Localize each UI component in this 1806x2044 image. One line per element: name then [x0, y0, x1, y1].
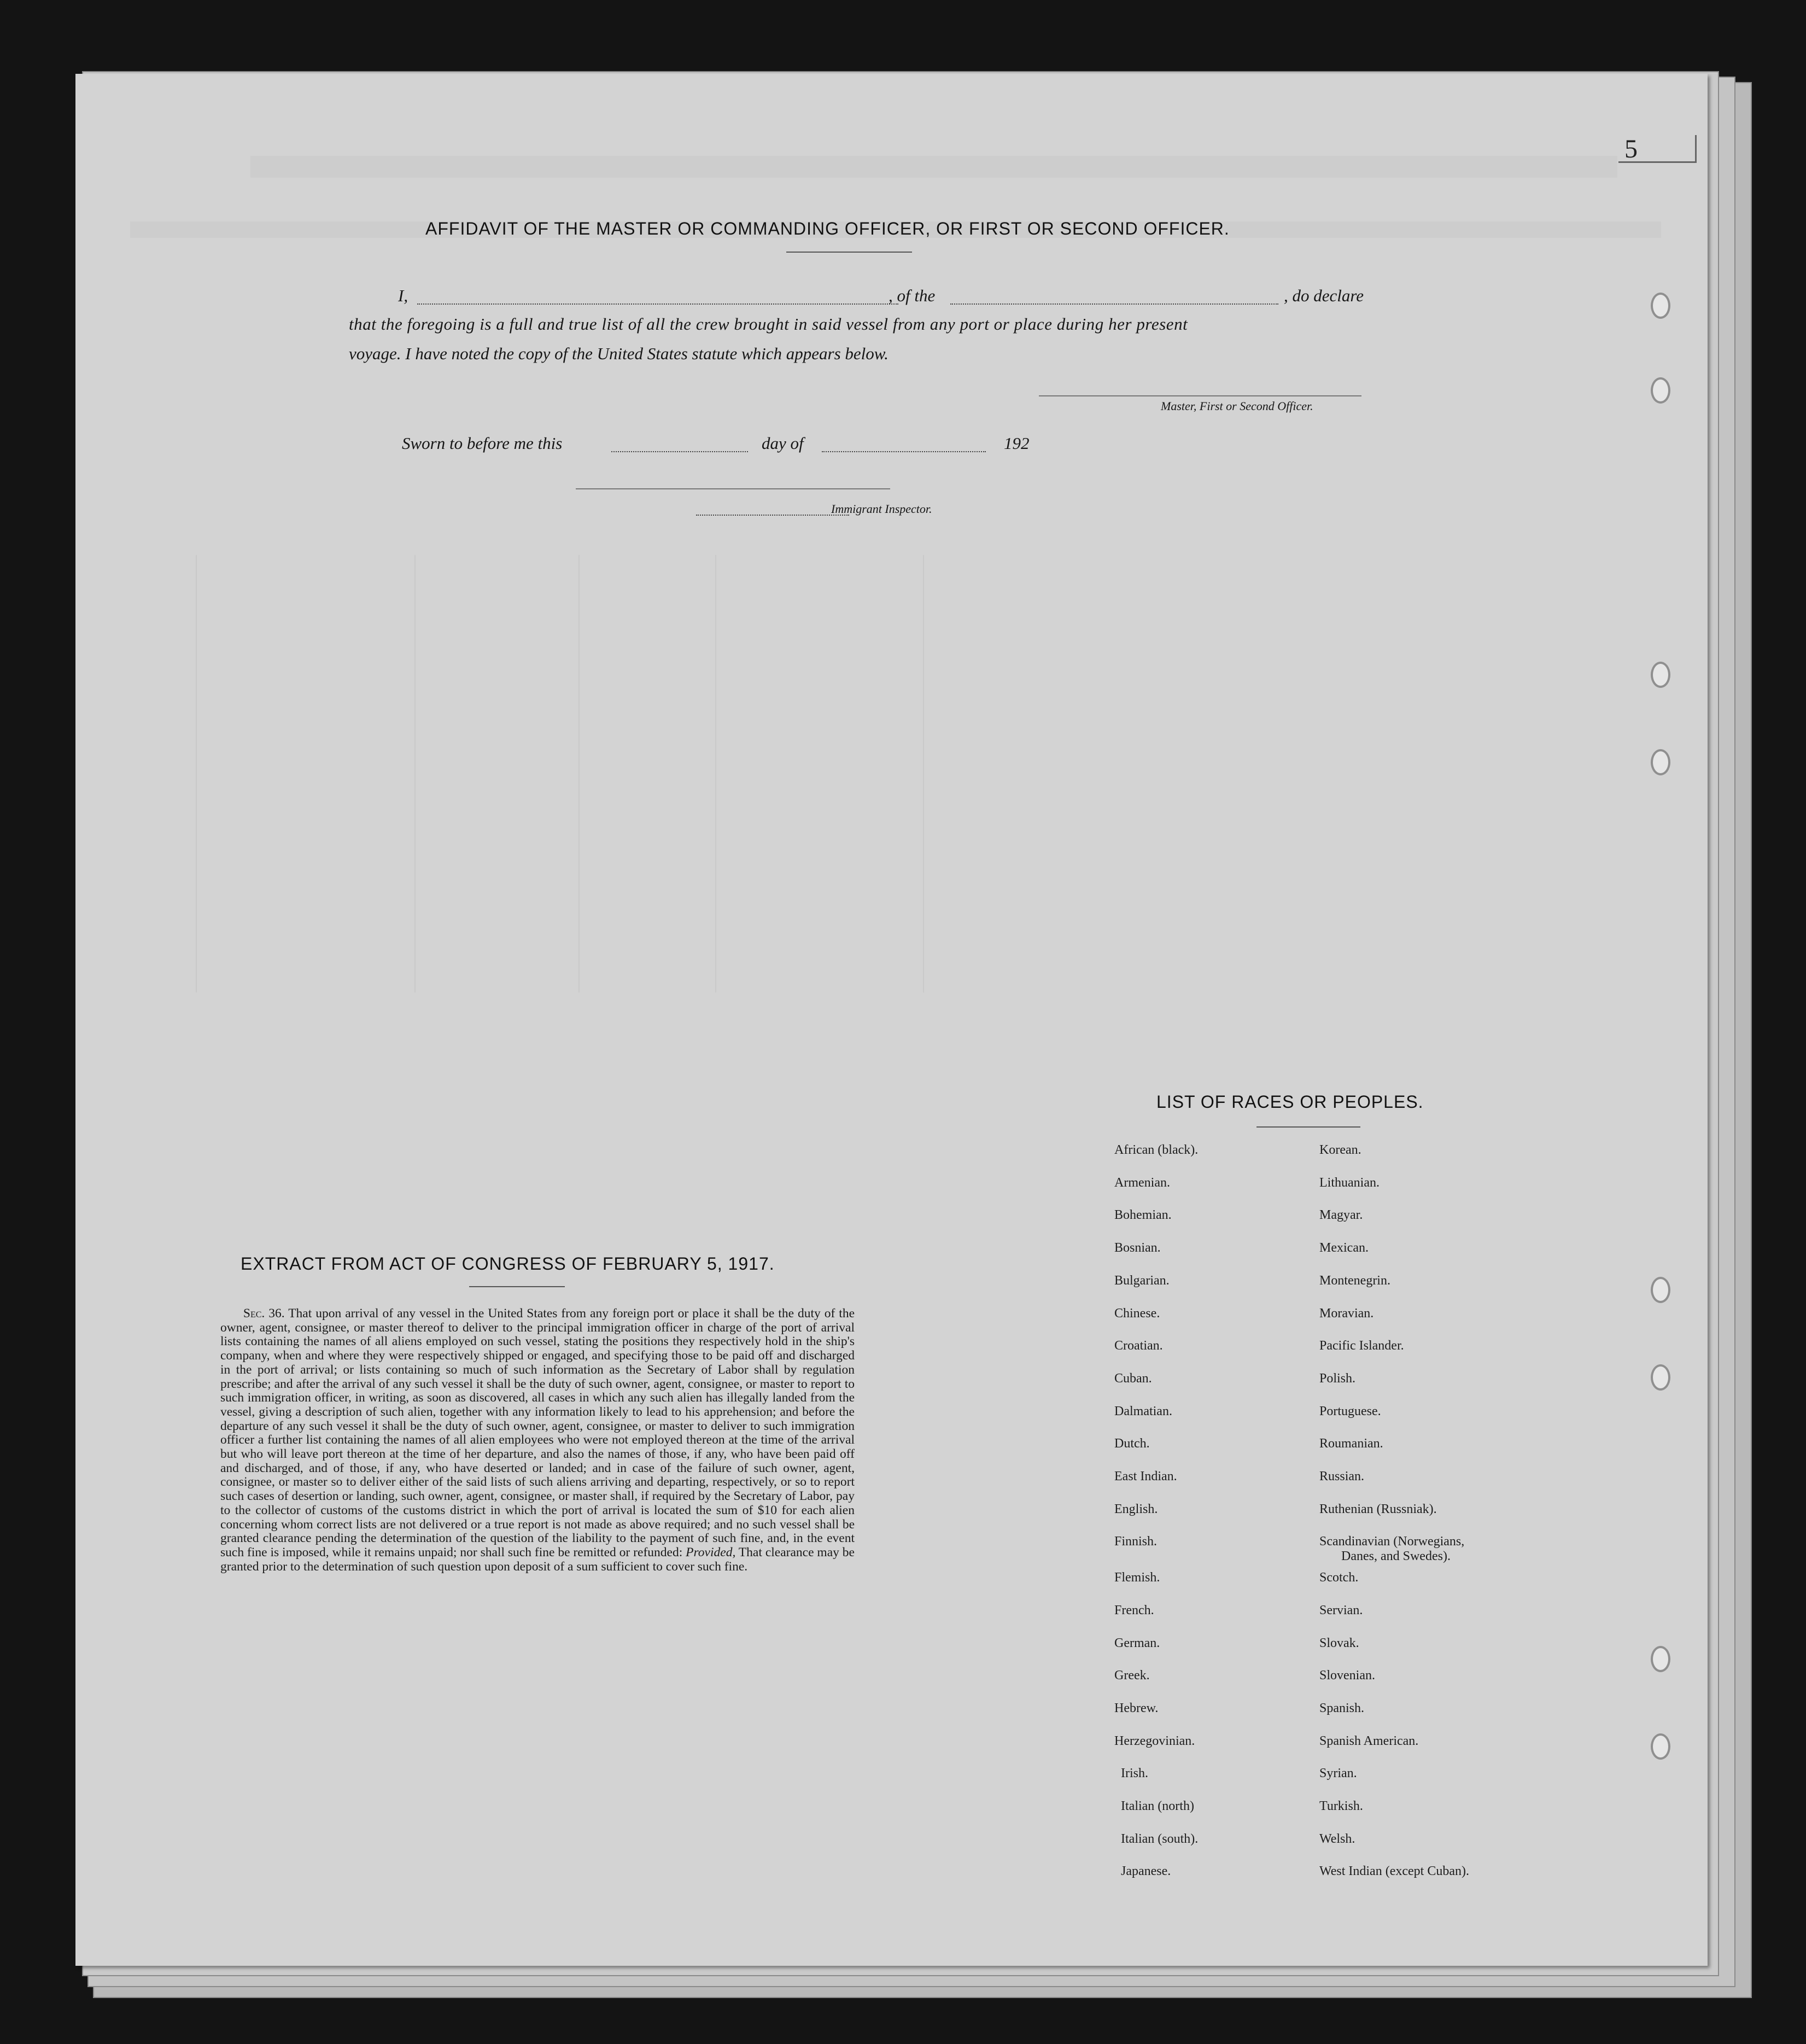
race-right-item: Montenegrin. — [1319, 1274, 1390, 1288]
race-left-item: French. — [1114, 1603, 1154, 1617]
punch-hole-icon — [1651, 1733, 1670, 1760]
extract-title: EXTRACT FROM ACT OF CONGRESS OF FEBRUARY 5, 1917. — [241, 1254, 775, 1274]
race-right-item: Syrian. — [1319, 1766, 1357, 1780]
race-left-item: German. — [1114, 1636, 1160, 1650]
race-right-item: Welsh. — [1319, 1832, 1355, 1846]
punch-hole-icon — [1651, 293, 1670, 319]
punch-hole-icon — [1651, 1646, 1670, 1672]
extract-title-rule — [469, 1286, 565, 1287]
race-right-item: Slovak. — [1319, 1636, 1359, 1650]
race-right-item: West Indian (except Cuban). — [1319, 1864, 1469, 1878]
race-right-item: Ruthenian (Russniak). — [1319, 1502, 1437, 1516]
race-left-item: Greek. — [1114, 1668, 1150, 1683]
race-right-item: Roumanian. — [1319, 1436, 1383, 1451]
inspector-dotted-line — [696, 515, 849, 516]
master-signature-line[interactable] — [1039, 395, 1361, 396]
affidavit-line3: voyage. I have noted the copy of the United States statute which appears below. — [349, 344, 889, 363]
bleed-through-column — [414, 555, 416, 992]
race-right-item: Mexican. — [1319, 1241, 1369, 1255]
vessel-name-blank[interactable] — [950, 303, 1278, 305]
race-left-item: Italian (south). — [1121, 1832, 1199, 1846]
race-right-item: Polish. — [1319, 1371, 1356, 1386]
sworn-day-blank[interactable] — [611, 451, 748, 452]
affidavit-line1-mid: , of the — [889, 286, 936, 305]
race-left-item: Dalmatian. — [1114, 1404, 1172, 1418]
statute-text — [220, 1307, 855, 1574]
master-caption: Master, First or Second Officer. — [1161, 399, 1313, 413]
affidavit-line1-end: , do declare — [1284, 286, 1364, 305]
race-right-item: Lithuanian. — [1319, 1176, 1380, 1190]
statute-provided-label: Provided, — [686, 1545, 736, 1560]
bleed-through-column — [578, 555, 580, 992]
statute-body-part2: That clearance may be granted prior to the determination of such question upon deposit of a sum sufficient to cover such fine. — [220, 1545, 855, 1574]
race-left-item: Bulgarian. — [1114, 1274, 1170, 1288]
race-right-item: Slovenian. — [1319, 1668, 1375, 1683]
statute-section-label: Sec. 36. — [243, 1306, 285, 1321]
race-left-item: Japanese. — [1121, 1864, 1171, 1878]
race-right-item: Scandinavian (Norwegians, — [1319, 1534, 1465, 1549]
race-right-item: Korean. — [1319, 1143, 1361, 1157]
race-right-item: Spanish American. — [1319, 1734, 1419, 1748]
race-right-item: Spanish. — [1319, 1701, 1365, 1715]
race-right-item-continuation: Danes, and Swedes). — [1341, 1549, 1451, 1563]
declarant-name-blank[interactable] — [417, 303, 898, 305]
race-right-item: Turkish. — [1319, 1799, 1363, 1813]
race-left-item: Cuban. — [1114, 1371, 1152, 1386]
punch-hole-icon — [1651, 749, 1670, 775]
race-right-item: Russian. — [1319, 1469, 1365, 1484]
affidavit-line2: that the foregoing is a full and true list of all the crew brought in said vessel from any port or place during her present — [349, 314, 1188, 334]
bleed-through-column — [196, 555, 197, 992]
race-left-item: English. — [1114, 1502, 1158, 1516]
race-left-item: Finnish. — [1114, 1534, 1158, 1549]
punch-hole-icon — [1651, 1364, 1670, 1391]
race-right-item: Moravian. — [1319, 1306, 1374, 1321]
sworn-month-blank[interactable] — [822, 451, 986, 452]
race-left-item: Dutch. — [1114, 1436, 1150, 1451]
sworn-mid: day of — [762, 434, 804, 453]
races-title: LIST OF RACES OR PEOPLES. — [1156, 1092, 1424, 1112]
race-right-item: Pacific Islander. — [1319, 1339, 1404, 1353]
race-left-item: Herzegovinian. — [1114, 1734, 1195, 1748]
bleed-through-column — [715, 555, 716, 992]
sworn-year: 192 — [1004, 434, 1030, 453]
race-right-item: Servian. — [1319, 1603, 1363, 1617]
sworn-start: Sworn to before me this — [402, 434, 563, 453]
race-right-item: Magyar. — [1319, 1208, 1363, 1222]
affidavit-line1-start: I, — [398, 286, 408, 305]
race-left-item: Armenian. — [1114, 1176, 1170, 1190]
bleed-through-header — [250, 156, 1617, 178]
race-right-item: Portuguese. — [1319, 1404, 1381, 1418]
race-left-item: East Indian. — [1114, 1469, 1177, 1484]
race-left-item: African (black). — [1114, 1143, 1199, 1157]
race-left-item: Irish. — [1121, 1766, 1148, 1780]
manifest-page — [75, 74, 1708, 1966]
races-title-rule — [1256, 1126, 1360, 1128]
page-number: 5 — [1624, 135, 1638, 163]
race-right-item: Scotch. — [1319, 1570, 1359, 1585]
affidavit-title: AFFIDAVIT OF THE MASTER OR COMMANDING OFFICER, OR FIRST OR SECOND OFFICER. — [425, 219, 1230, 238]
race-left-item: Bosnian. — [1114, 1241, 1161, 1255]
race-left-item: Chinese. — [1114, 1306, 1160, 1321]
statute-body-part1: That upon arrival of any vessel in the United States from any foreign port or place it shall be the duty of the owner, agent, consignee, or master thereof to deliver to the principal immigration officer in charge of the port of arrival lists containing the names of all aliens employed on such vessel, stating the positions they respectively hold in the ship's company, when and where they were respectively shipped or engaged, and specifying those to be paid off and discharged in the port of arrival; or lists containing so much of such information as the Secretary of Labor shall by regulation prescribe; and after the arrival of any such vessel it shall be the duty of such owner, agent, consignee, or master to report to such immigration officer, in writing, as soon as discovered, all cases in which any such alien has illegally landed from the vessel, giving a description of such alien, together with any information likely to lead to his apprehension; and before the departure of any such vessel it shall be the duty of such owner, agent, consignee, or master to deliver to such immigration officer a further list containing the names of all alien employees who were not employed thereon at the time of the arrival but who will leave port thereon at the time of her departure, and also the names of those, if any, who have been paid off and discharged, and of those, if any, who have deserted or landed; and in case of the failure of such owner, agent, consignee, or master so to deliver either of the said lists of such aliens arriving and departing, respectively, or so to report such cases of desertion or landing, such owner, agent, consignee, or master shall, if required by the Secretary of Labor, pay to the collector of customs of the customs district in which the port of arrival is located the sum of $10 for each alien concerning whom correct lists are not delivered or a true report is not made as above required; and no such vessel shall be granted clearance pending the determination of the question of the liability to the payment of such fine, and, in the event such fine is imposed, while it remains unpaid; nor shall such fine be remitted or refunded: — [220, 1306, 855, 1560]
bleed-through-column — [923, 555, 924, 992]
affidavit-title-rule — [786, 252, 912, 253]
race-left-item: Croatian. — [1114, 1339, 1163, 1353]
race-left-item: Hebrew. — [1114, 1701, 1159, 1715]
inspector-signature-line[interactable] — [576, 488, 890, 489]
race-left-item: Italian (north) — [1121, 1799, 1194, 1813]
race-left-item: Bohemian. — [1114, 1208, 1172, 1222]
punch-hole-icon — [1651, 662, 1670, 688]
race-left-item: Flemish. — [1114, 1570, 1160, 1585]
punch-hole-icon — [1651, 1277, 1670, 1303]
punch-hole-icon — [1651, 377, 1670, 404]
inspector-caption: Immigrant Inspector. — [831, 502, 932, 516]
